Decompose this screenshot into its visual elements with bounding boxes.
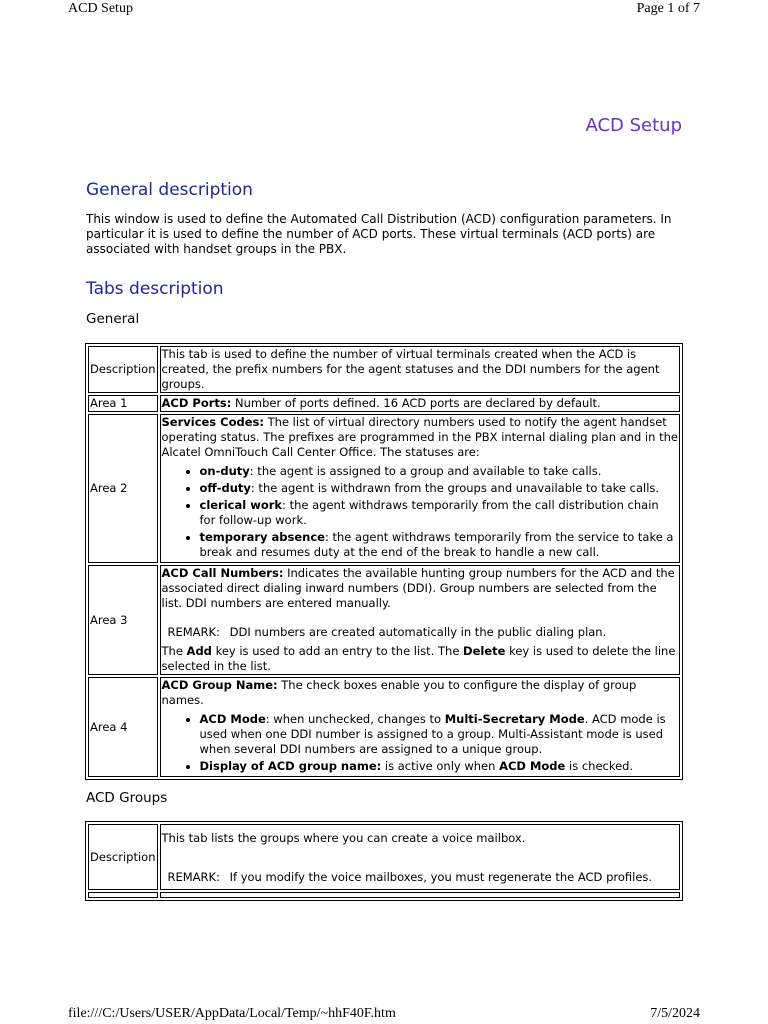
document-body: [86, 180, 682, 901]
definition: Indicates the available hunting group numbers for the ACD and the associated direct dialing inward numbers (DDI). Group numbers are selected from the list. DDI numbers are entered manually.: [161, 566, 675, 610]
text-run: The: [161, 644, 187, 658]
term: Multi-Secretary Mode: [444, 712, 585, 726]
row-label: Area 1: [88, 395, 158, 412]
row-content: [160, 565, 681, 675]
text-run: key is used to delete the line selected in the list.: [161, 644, 676, 673]
paragraph: [162, 678, 679, 708]
tabs-description-heading: Tabs description: [86, 279, 224, 299]
row-content: [160, 824, 681, 890]
list-item: [200, 712, 679, 757]
acd-groups-table: [85, 821, 683, 901]
paragraph: This tab lists the groups where you can create a voice mailbox.: [161, 831, 526, 845]
text-run: is active only when: [381, 759, 500, 773]
table-row: [88, 414, 680, 563]
definition: : the agent is withdrawn from the groups and unavailable to take calls.: [250, 481, 660, 495]
term: temporary absence: [199, 530, 325, 544]
general-tab-heading: General: [86, 311, 140, 327]
list-item: [200, 759, 679, 774]
row-content: [160, 414, 681, 563]
add-key-name: Add: [186, 644, 212, 658]
delete-key-name: Delete: [463, 644, 506, 658]
term: ACD Mode: [499, 759, 566, 773]
table-row: [88, 677, 680, 777]
document-title: ACD Setup: [585, 115, 682, 136]
print-footer: [68, 1006, 700, 1022]
paragraph: [162, 644, 679, 674]
term: ACD Group Name:: [161, 678, 278, 692]
print-date: 7/5/2024: [650, 1006, 700, 1021]
text-run: : when unchecked, changes to: [265, 712, 445, 726]
remark-text: DDI numbers are created automatically in the public dialing plan.: [229, 625, 607, 639]
term: ACD Mode: [199, 712, 266, 726]
row-label: Area 2: [88, 414, 158, 563]
term: ACD Ports:: [161, 396, 232, 410]
table-row: [88, 892, 680, 898]
term: Services Codes:: [161, 415, 264, 429]
general-description-heading: General description: [86, 180, 253, 200]
remark: [168, 870, 679, 885]
definition: The check boxes enable you to configure the display of group names.: [161, 678, 637, 707]
definition: The list of virtual directory numbers used to notify the agent handset operating status. The prefixes are programmed in the PBX internal dialing plan and in the Alcatel OmniTouch Call Center Office. The statuses are:: [161, 415, 678, 459]
row-content: [160, 677, 681, 777]
list-item: [200, 498, 679, 528]
text-run: key is used to add an entry to the list. The: [211, 644, 464, 658]
text-run: . ACD mode is used when one DDI number is assigned to a group. Multi-Assistant mode is used when several DDI numbers are assigned to a unique group.: [199, 712, 666, 756]
general-tab-table: [85, 343, 683, 780]
row-label: Description: [88, 346, 158, 393]
term: Display of ACD group name:: [199, 759, 382, 773]
table-row: [88, 824, 680, 890]
paragraph: [162, 566, 679, 611]
print-header: [68, 1, 700, 17]
list-item: [200, 530, 679, 560]
page-number: Page 1 of 7: [636, 1, 700, 16]
list-item: [200, 481, 679, 496]
row-content: This tab is used to define the number of virtual terminals created when the ACD is created, the prefix numbers for the agent statuses and the DDI numbers for the agent groups.: [160, 346, 681, 393]
remark: [168, 625, 679, 640]
term: off-duty: [199, 481, 251, 495]
status-list: [162, 464, 679, 560]
term: ACD Call Numbers:: [161, 566, 284, 580]
row-label: Area 4: [88, 677, 158, 777]
option-list: [162, 712, 679, 774]
file-path: file:///C:/Users/USER/AppData/Local/Temp/~hhF40F.htm: [68, 1006, 396, 1021]
remark-text: If you modify the voice mailboxes, you must regenerate the ACD profiles.: [229, 870, 653, 884]
paragraph: [162, 415, 679, 460]
row-label: Description: [88, 824, 158, 890]
text-run: is checked.: [565, 759, 634, 773]
remark-label: REMARK:: [167, 870, 220, 884]
general-description-text: This window is used to define the Automated Call Distribution (ACD) configuration parameters. In particular it is used to define the number of ACD ports. These virtual terminals (ACD ports) are associated with handset groups in the PBX.: [86, 212, 672, 256]
row-content: [160, 892, 681, 898]
table-row: [88, 346, 680, 393]
row-content: [160, 395, 681, 412]
definition: : the agent withdraws temporarily from the service to take a break and resumes duty at the end of the break to handle a new call.: [199, 530, 674, 559]
print-header-title: ACD Setup: [68, 1, 133, 16]
definition: Number of ports defined. 16 ACD ports are declared by default.: [231, 396, 601, 410]
row-label: Area 3: [88, 565, 158, 675]
definition: : the agent is assigned to a group and available to take calls.: [249, 464, 602, 478]
table-row: [88, 395, 680, 412]
remark-label: REMARK:: [167, 625, 220, 639]
term: on-duty: [199, 464, 250, 478]
table-row: [88, 565, 680, 675]
acd-groups-heading: ACD Groups: [86, 790, 168, 806]
definition: : the agent withdraws temporarily from the call distribution chain for follow-up work.: [199, 498, 659, 527]
row-label: [88, 892, 158, 898]
list-item: [200, 464, 679, 479]
term: clerical work: [199, 498, 283, 512]
